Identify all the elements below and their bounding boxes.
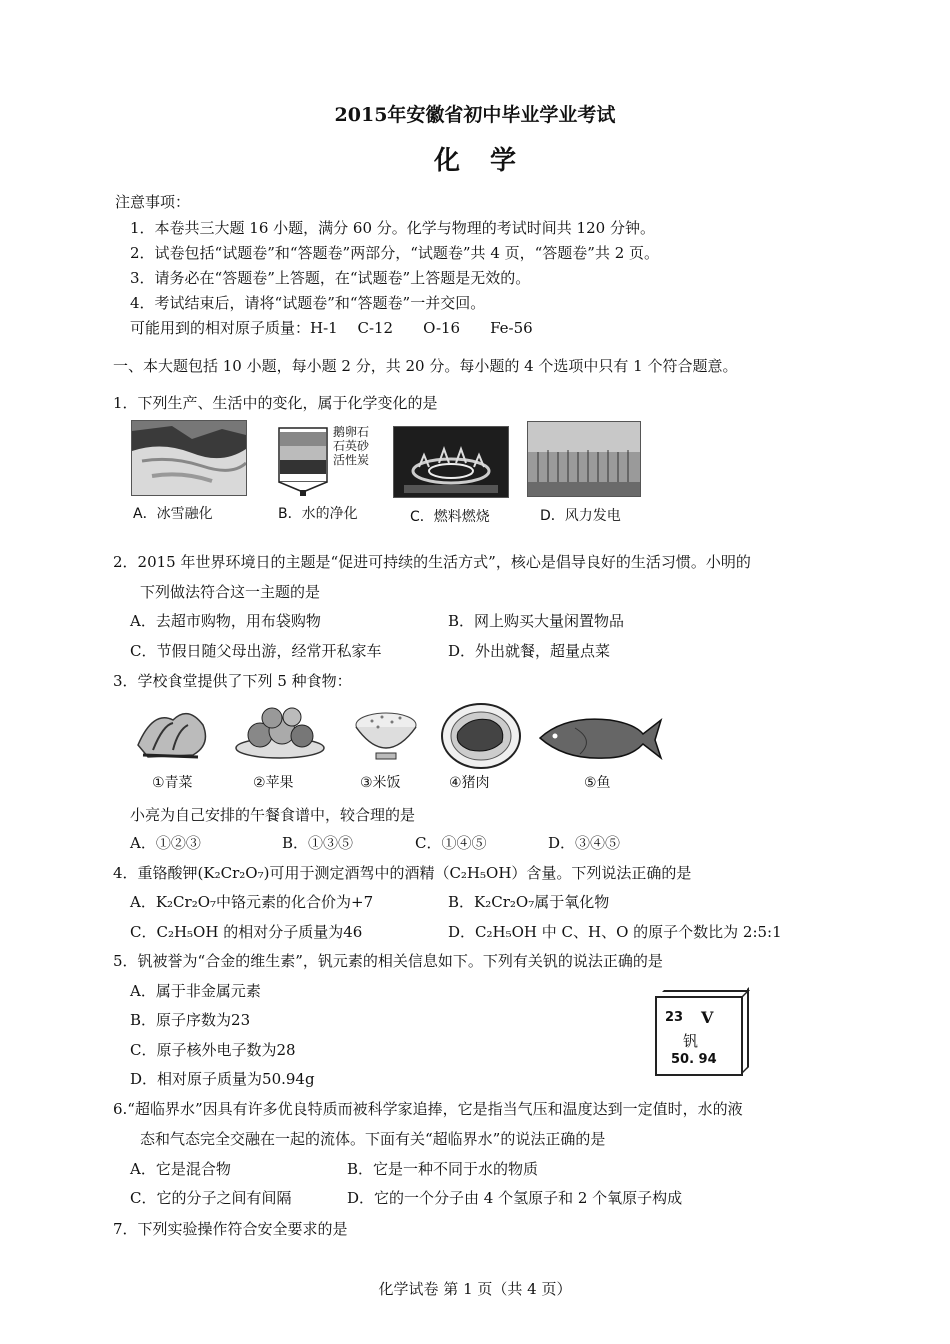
page-footer: 化学试卷 第 1 页（共 4 页）	[378, 1280, 572, 1298]
food-5-label: ⑤鱼	[584, 775, 611, 791]
q5-option-b: B．原子序数为23	[130, 1011, 251, 1029]
filter-label-carbon: 活性炭	[333, 453, 370, 467]
q2-option-b: B．网上购买大量闲置物品	[448, 612, 625, 630]
q5-option-d: D．相对原子质量为50.94g	[130, 1070, 315, 1088]
q3-option-d: D．③④⑤	[548, 834, 621, 852]
q4-option-c: C．C₂H₅OH 的相对分子质量为46	[130, 923, 363, 941]
exam-title: 2015年安徽省初中毕业学业考试	[334, 104, 616, 126]
water-filter-diagram	[273, 424, 333, 496]
fuel-burning-photo	[393, 426, 509, 498]
q2-stem-line-2: 下列做法符合这一主题的是	[140, 583, 321, 601]
section-1-heading: 一、本大题包括 10 小题，每小题 2 分，共 20 分。每小题的 4 个选项中只有 1 个符合题意。	[113, 357, 738, 375]
notice-heading: 注意事项：	[115, 193, 191, 211]
ice-melting-photo	[131, 420, 247, 496]
element-name: 钒	[683, 1032, 699, 1050]
q5-option-c: C．原子核外电子数为28	[130, 1041, 296, 1059]
q2-stem-line-1: 2．2015 年世界环境日的主题是“促进可持续的生活方式”，核心是倡导良好的生活习惯。小明的	[113, 553, 751, 571]
notice-item-2: 2．试卷包括“试题卷”和“答题卷”两部分，“试题卷”共 4 页，“答题卷”共 2 页。	[130, 244, 660, 262]
element-symbol: V	[701, 1008, 714, 1027]
food-4-label: ④猪肉	[449, 775, 490, 791]
wind-power-photo	[527, 421, 641, 497]
q1-option-a: A．冰雪融化	[133, 506, 213, 522]
q4-option-b: B．K₂Cr₂O₇属于氧化物	[448, 893, 610, 911]
filter-label-pebbles: 鹅卵石	[333, 425, 370, 439]
filter-label-quartz: 石英砂	[333, 439, 370, 453]
q6-stem-line-1: 6.“超临界水”因具有许多优良特质而被科学家追捧，它是指当气压和温度达到一定值时，水的液	[113, 1100, 743, 1118]
q5-option-a: A．属于非金属元素	[130, 982, 261, 1000]
rice-bowl-picture	[352, 707, 420, 765]
q1-option-c: C．燃料燃烧	[410, 509, 490, 525]
fish-picture	[535, 710, 663, 766]
q6-option-d: D．它的一个分子由 4 个氢原子和 2 个氧原子构成	[347, 1189, 683, 1207]
filter-labels	[333, 425, 369, 467]
q4-option-d: D．C₂H₅OH 中 C、H、O 的原子个数比为 2:5:1	[448, 923, 782, 941]
q6-option-c: C．它的分子之间有间隔	[130, 1189, 292, 1207]
element-number: 23	[665, 1010, 684, 1025]
q1-option-d: D．风力发电	[540, 508, 621, 524]
q1-stem: 1．下列生产、生活中的变化，属于化学变化的是	[113, 394, 438, 412]
q2-option-a: A．去超市购物，用布袋购物	[130, 612, 321, 630]
subject-title: 化学	[433, 146, 546, 176]
q2-option-d: D．外出就餐，超量点菜	[448, 642, 611, 660]
notice-item-3: 3．请务必在“答题卷”上答题，在“试题卷”上答题是无效的。	[130, 269, 531, 287]
q4-option-a: A．K₂Cr₂O₇中铬元素的化合价为+7	[130, 893, 374, 911]
q5-stem: 5．钒被誉为“合金的维生素”，钒元素的相关信息如下。下列有关钒的说法正确的是	[113, 952, 663, 970]
q3-option-c: C．①④⑤	[415, 834, 487, 852]
apples-picture	[232, 703, 328, 763]
q3-stem: 3．学校食堂提供了下列 5 种食物：	[113, 672, 352, 690]
q3-question: 小亮为自己安排的午餐食谱中，较合理的是	[130, 806, 416, 824]
food-1-label: ①青菜	[152, 775, 193, 791]
food-2-label: ②苹果	[253, 775, 294, 791]
food-3-label: ③米饭	[360, 775, 401, 791]
notice-item-1: 1．本卷共三大题 16 小题，满分 60 分。化学与物理的考试时间共 120 分钟。	[130, 219, 655, 237]
q6-option-a: A．它是混合物	[130, 1160, 231, 1178]
q6-stem-line-2: 态和气态完全交融在一起的流体。下面有关“超临界水”的说法正确的是	[140, 1130, 606, 1148]
q1-option-b: B．水的净化	[278, 506, 358, 522]
pork-plate-picture	[440, 702, 522, 770]
q3-option-b: B．①③⑤	[282, 834, 354, 852]
q7-stem: 7．下列实验操作符合安全要求的是	[113, 1220, 348, 1238]
vanadium-element-card	[655, 996, 743, 1076]
element-mass: 50. 94	[671, 1052, 717, 1067]
q2-option-c: C．节假日随父母出游，经常开私家车	[130, 642, 382, 660]
q6-option-b: B．它是一种不同于水的物质	[347, 1160, 539, 1178]
atomic-mass-line: 可能用到的相对原子质量：H-1 C-12 O-16 Fe-56	[130, 319, 533, 337]
q3-option-a: A．①②③	[130, 834, 201, 852]
notice-item-4: 4．考试结束后，请将“试题卷”和“答题卷”一并交回。	[130, 294, 486, 312]
q4-stem: 4．重铬酸钾(K₂Cr₂O₇)可用于测定酒驾中的酒精（C₂H₅OH）含量。下列说法正确的是	[113, 864, 692, 882]
greens-picture	[133, 705, 211, 765]
